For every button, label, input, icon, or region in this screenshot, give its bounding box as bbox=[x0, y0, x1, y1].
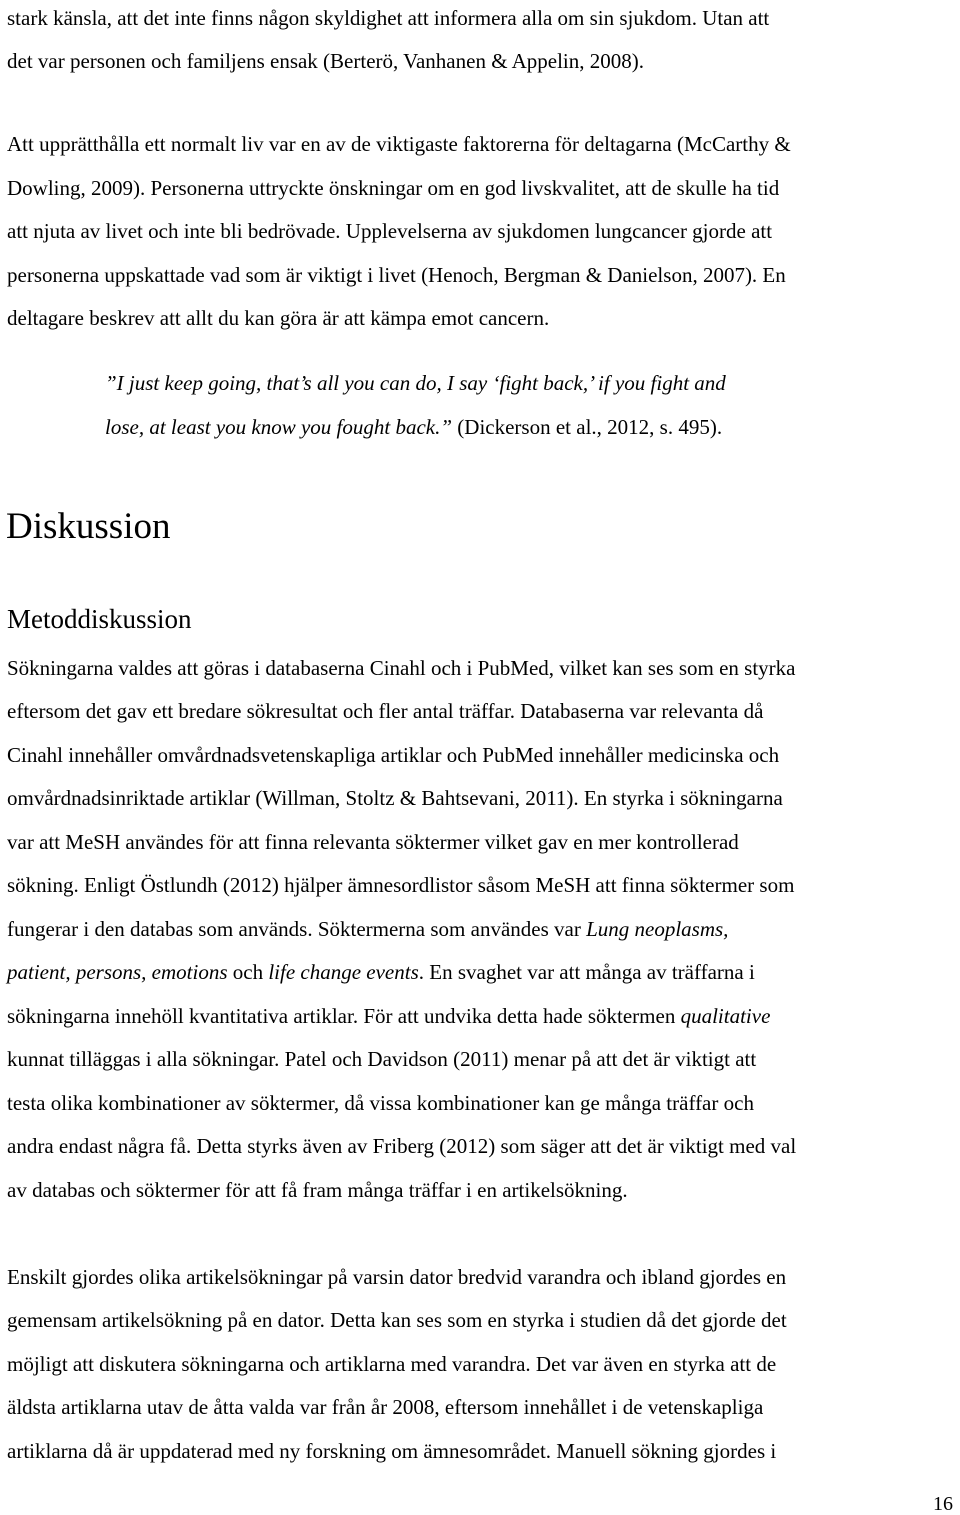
search-term: qualitative bbox=[680, 1004, 771, 1028]
body-text-line: deltagare beskrev att allt du kan göra är att kämpa emot cancern. bbox=[7, 306, 550, 330]
body-text-line: artiklarna då är uppdaterad med ny forskning om ämnesområdet. Manuell sökning gjordes i bbox=[7, 1439, 777, 1463]
search-term: life change events bbox=[268, 960, 419, 984]
body-text-line: andra endast några få. Detta styrks även av Friberg (2012) som säger att det är viktigt med val bbox=[7, 1134, 797, 1158]
body-text-line: det var personen och familjens ensak (Berterö, Vanhanen & Appelin, 2008). bbox=[7, 49, 645, 73]
body-text-line: av databas och söktermer för att få fram många träffar i en artikelsökning. bbox=[7, 1178, 628, 1202]
body-text-line: var att MeSH användes för att finna relevanta söktermer vilket gav en mer kontrollerad bbox=[7, 830, 739, 854]
text-segment: fungerar i den databas som används. Söktermerna som användes var bbox=[7, 917, 587, 941]
page-number: 16 bbox=[933, 1493, 953, 1515]
body-text-line: möjligt att diskutera sökningarna och artiklarna med varandra. Det var även en styrka att de bbox=[7, 1352, 777, 1376]
body-text-line: personerna uppskattade vad som är viktigt i livet (Henoch, Bergman & Danielson, 2007). En bbox=[7, 263, 786, 287]
body-text-line bbox=[7, 917, 728, 941]
body-text-line bbox=[7, 960, 755, 984]
body-text-line: sökning. Enligt Östlundh (2012) hjälper ämnesordlistor såsom MeSH att finna söktermer som bbox=[7, 873, 795, 897]
body-text-line: Att upprätthålla ett normalt liv var en av de viktigaste faktorerna för deltagarna (McCarthy & bbox=[7, 132, 791, 156]
body-text-line: Cinahl innehåller omvårdnadsvetenskapliga artiklar och PubMed innehåller medicinska och bbox=[7, 743, 780, 767]
text-segment: sökningarna innehöll kvantitativa artiklar. För att undvika detta hade söktermen bbox=[7, 1004, 681, 1028]
text-segment: och bbox=[227, 960, 269, 984]
body-text-line: stark känsla, att det inte finns någon skyldighet att informera alla om sin sjukdom. Utan att bbox=[7, 6, 770, 30]
subsection-heading-metoddiskussion: Metoddiskussion bbox=[7, 604, 192, 634]
body-text-line: äldsta artiklarna utav de åtta valda var från år 2008, eftersom innehållet i de vetenskapliga bbox=[7, 1395, 764, 1419]
quote-text: lose, at least you know you fought back.” bbox=[105, 415, 453, 439]
section-heading-diskussion: Diskussion bbox=[6, 506, 171, 547]
body-text-line: Enskilt gjordes olika artikelsökningar på varsin dator bredvid varandra och ibland gjordes en bbox=[7, 1265, 787, 1289]
block-quote-line bbox=[105, 415, 722, 439]
search-term: Lung neoplasms, bbox=[586, 917, 729, 941]
body-text-line: gemensam artikelsökning på en dator. Detta kan ses som en styrka i studien då det gjorde det bbox=[7, 1308, 787, 1332]
body-text-line: eftersom det gav ett bredare sökresultat och fler antal träffar. Databaserna var relevanta då bbox=[7, 699, 764, 723]
search-term: patient, persons, emotions bbox=[7, 960, 228, 984]
body-text-line: att njuta av livet och inte bli bedrövade. Upplevelserna av sjukdomen lungcancer gjorde att bbox=[7, 219, 773, 243]
text-segment: . En svaghet var att många av träffarna i bbox=[418, 960, 755, 984]
quote-citation: (Dickerson et al., 2012, s. 495). bbox=[452, 415, 723, 439]
body-text-line: kunnat tilläggas i alla sökningar. Patel och Davidson (2011) menar på att det är viktigt att bbox=[7, 1047, 757, 1071]
body-text-line: omvårdnadsinriktade artiklar (Willman, Stoltz & Bahtsevani, 2011). En styrka i sökningarna bbox=[7, 786, 783, 810]
body-text-line: Sökningarna valdes att göras i databaserna Cinahl och i PubMed, vilket kan ses som en styrka bbox=[7, 656, 796, 680]
body-text-line: Dowling, 2009). Personerna uttryckte önskningar om en god livskvalitet, att de skulle ha tid bbox=[7, 176, 780, 200]
body-text-line: testa olika kombinationer av söktermer, då vissa kombinationer kan ge många träffar och bbox=[7, 1091, 754, 1115]
body-text-line bbox=[7, 1004, 770, 1028]
block-quote-line bbox=[105, 371, 726, 395]
quote-text: ”I just keep going, that’s all you can do, I say ‘fight back,’ if you fight and bbox=[105, 371, 726, 395]
